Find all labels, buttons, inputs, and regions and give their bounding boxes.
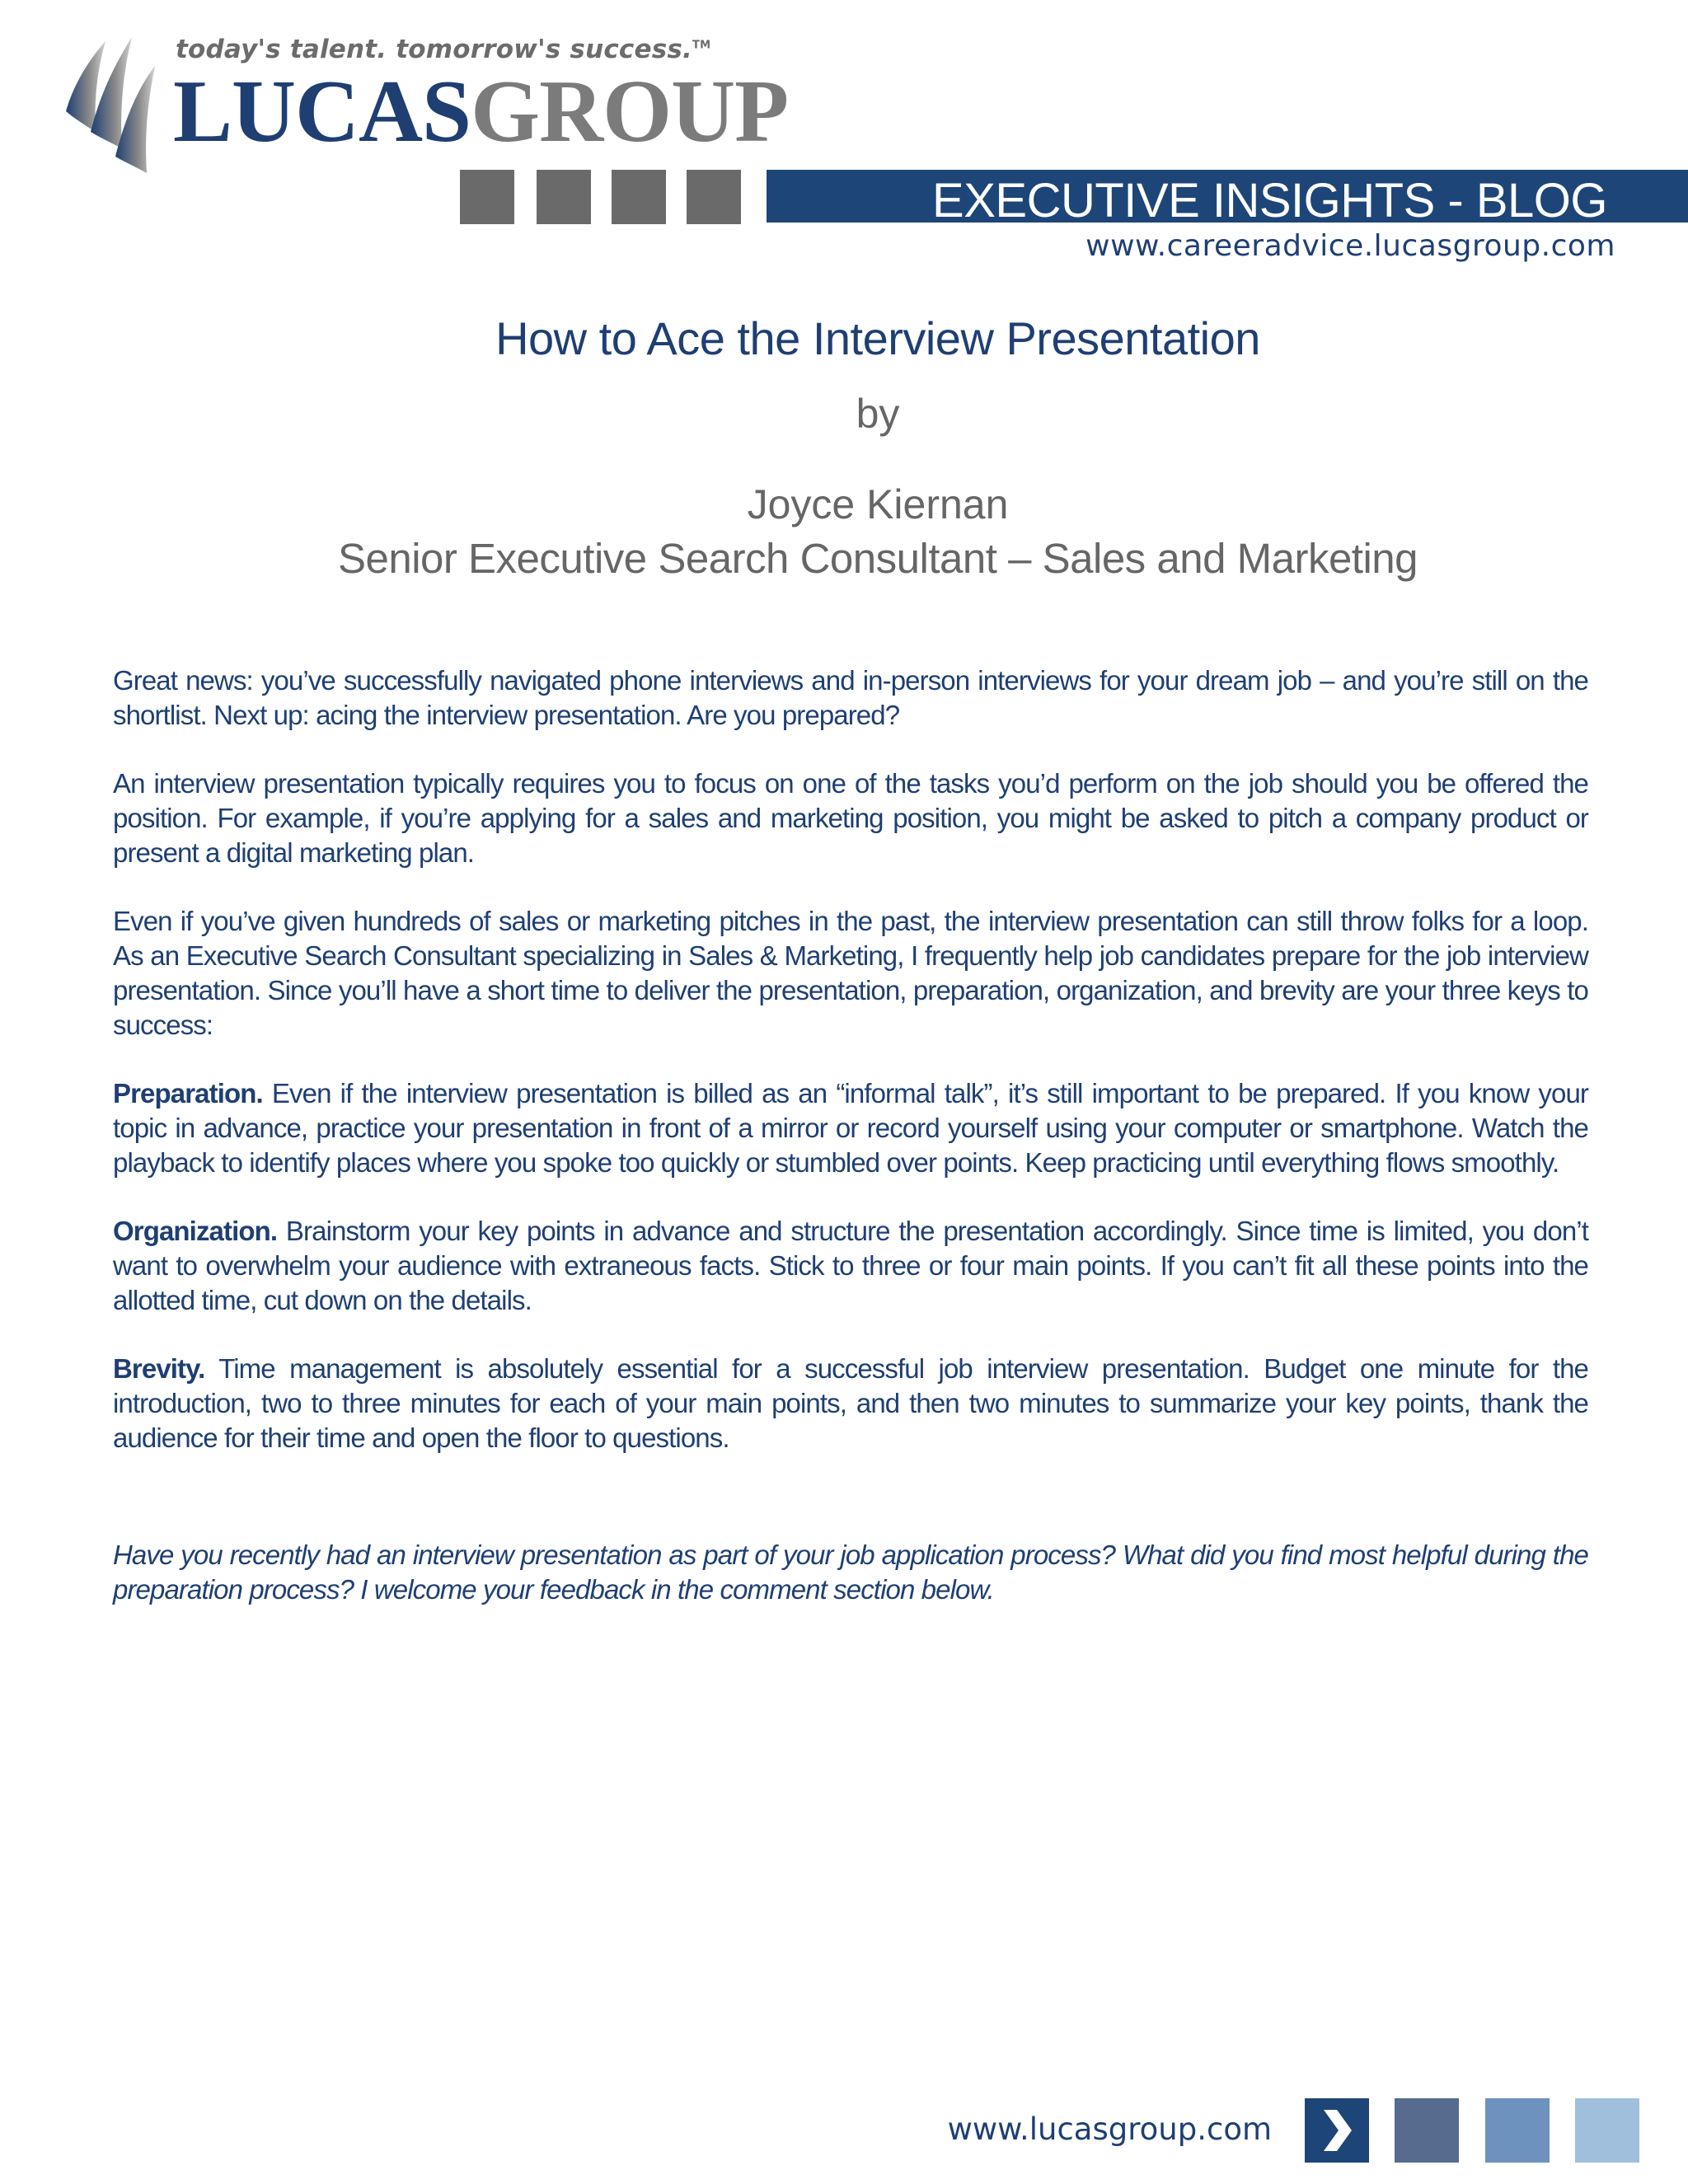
banner-title: EXECUTIVE INSIGHTS - BLOG <box>932 174 1607 227</box>
tip-paragraph-brevity <box>113 1352 1588 1455</box>
brand-wordmark-part1: LUCAS <box>173 63 471 161</box>
author-name: Joyce Kiernan <box>747 481 1009 527</box>
author-role: Senior Executive Search Consultant – Sales and Marketing <box>337 535 1418 582</box>
logo-swoosh-icon <box>58 33 157 181</box>
body-paragraph: Even if you’ve given hundreds of sales or marketing pitches in the past, the interview presentation can still throw folks for a loop. As an Executive Search Consultant specializing in Sales & Marketing, I frequently help job candidates prepare for the job interview presentation. Since you’ll have a short time to deliver the presentation, preparation, organization, and brevity are your three keys to success: <box>113 906 1588 1040</box>
tip-paragraph-organization <box>113 1214 1588 1318</box>
body-paragraph: Great news: you’ve successfully navigated phone interviews and in-person interviews for your dream job – and you’re still on the shortlist. Next up: acing the interview presentation. Are you prepared? <box>113 665 1588 730</box>
tip-lead: Organization. <box>113 1216 278 1246</box>
header-banner <box>767 170 1688 227</box>
header-square <box>460 170 514 224</box>
brand-wordmark <box>173 63 789 161</box>
header-square <box>537 170 591 224</box>
tip-lead: Brevity. <box>113 1353 205 1384</box>
body-paragraph: An interview presentation typically requires you to focus on one of the tasks you’d perform on the job should you be offered the position. For example, if you’re applying for a sales and marketing position, you might be asked to pitch a company product or present a digital marketing plan. <box>113 768 1588 868</box>
article-title: How to Ace the Interview Presentation <box>495 312 1260 364</box>
footer-square <box>1395 2098 1459 2163</box>
header-url-link[interactable]: www.careeradvice.lucasgroup.com <box>1085 229 1615 263</box>
tip-paragraph-preparation <box>113 1076 1588 1180</box>
byline-label: by <box>856 391 900 437</box>
tip-text: Time management is absolutely essential for a successful job interview presentation. Budget one minute for the introduction, two to three minutes for each of your main points, and then two minutes to summarize your key points, thank the audience for their time and open the floor to questions. <box>113 1353 1588 1453</box>
footer-url-link[interactable]: www.lucasgroup.com <box>947 2111 1272 2147</box>
tip-text: Brainstorm your key points in advance and structure the presentation accordingly. Since time is limited, you don’t want to overwhelm your audience with extraneous facts. Stick to three or four main points. If you can’t fit all these points into the allotted time, cut down on the details. <box>113 1216 1588 1315</box>
tip-lead: Preparation. <box>113 1078 263 1108</box>
brand-wordmark-part2: GROUP <box>471 63 789 161</box>
article-body <box>113 663 1588 1641</box>
header-square <box>687 170 741 224</box>
header-square <box>612 170 666 224</box>
closing-question: Have you recently had an interview presentation as part of your job application process? What did you find most helpful during the preparation process? I welcome your feedback in the comment section below. <box>113 1540 1588 1605</box>
footer-square <box>1485 2098 1550 2163</box>
tip-text: Even if the interview presentation is billed as an “informal talk”, it’s still important to be prepared. If you know your topic in advance, practice your presentation in front of a mirror or record yourself using your computer or smartphone. Watch the playback to identify places where you spoke too quickly or stumbled over points. Keep practicing until everything flows smoothly. <box>113 1078 1588 1178</box>
footer-square <box>1575 2098 1639 2163</box>
footer-next-button[interactable] <box>1305 2098 1369 2163</box>
brand-tagline: today's talent. tomorrow's success.™ <box>176 35 711 64</box>
chevron-right-icon <box>1317 2108 1357 2153</box>
